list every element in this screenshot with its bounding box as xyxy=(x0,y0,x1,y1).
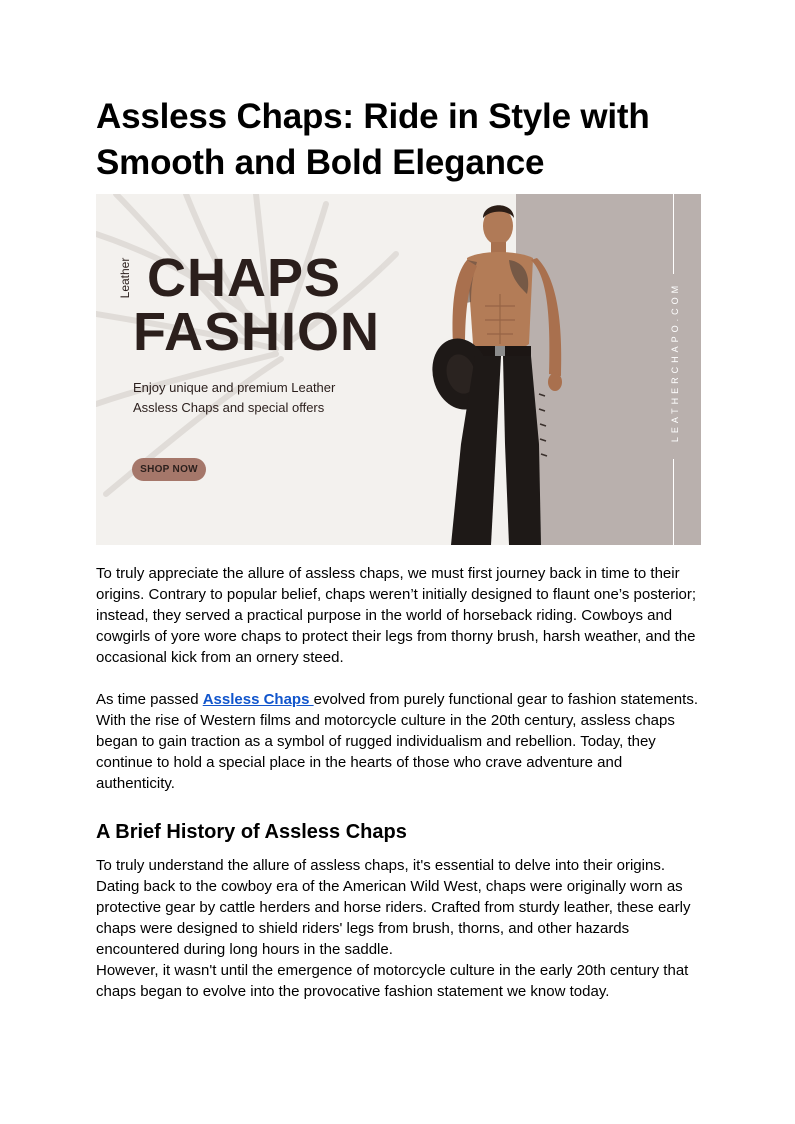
section-heading: A Brief History of Assless Chaps xyxy=(96,821,407,843)
divider xyxy=(673,194,674,274)
banner-headline-chaps: CHAPS xyxy=(147,248,342,308)
shop-now-button[interactable]: SHOP NOW xyxy=(132,458,206,481)
paragraph-text: evolved from purely functional gear to fashion statements. With the rise of Western films and motorcycle culture in the 20th century, assless chaps began to gain traction as a symbol of rugged individualism and rebellion. Today, they continue to hold a special place in the hearts of those who crave adventure and authenticity. xyxy=(96,691,698,792)
paragraph-text: As time passed xyxy=(96,691,203,708)
assless-chaps-link[interactable]: Assless Chaps xyxy=(202,691,314,708)
model-in-leather-chaps-image xyxy=(421,194,591,545)
paragraph xyxy=(96,855,701,1002)
paragraph-text: However, it wasn't until the emergence of motorcycle culture in the early 20th century that chaps began to evolve into the provocative fashion statement we know today. xyxy=(96,962,689,1000)
paragraph: To truly appreciate the allure of assless chaps, we must first journey back in time to their origins. Contrary to popular belief, chaps weren’t initially designed to flaunt one’s posterior; instead, they served a practical purpose in the world of horseback riding. Cowboys and cowgirls of yore wore chaps to protect their legs from thorny brush, harsh weather, and the occasional kick from an ornery steed. xyxy=(96,565,697,666)
banner-leather-label: Leather xyxy=(118,257,132,299)
palm-leaf-shadow-icon xyxy=(96,194,426,545)
banner-headline-fashion: FASHION xyxy=(133,302,381,362)
divider xyxy=(673,459,674,545)
paragraph xyxy=(96,689,701,794)
paragraph-text: To truly understand the allure of assless chaps, it's essential to delve into their origins. Dating back to the cowboy era of the American Wild West, chaps were originally worn as protective gear by cattle herders and horse riders. Crafted from sturdy leather, these early chaps were designed to shield riders' legs from brush, thorns, and other hazards encountered during long hours in the saddle. xyxy=(96,857,691,958)
banner-subtext-line: Enjoy unique and premium Leather xyxy=(133,380,336,395)
banner-subtext xyxy=(133,378,403,418)
promo-banner[interactable] xyxy=(96,194,701,545)
article-title: Assless Chaps: Ride in Style with Smooth and Bold Elegance xyxy=(96,97,650,182)
website-label: LEATHERCHAPO.COM xyxy=(670,281,680,443)
banner-subtext-line: Assless Chaps and special offers xyxy=(133,400,325,415)
